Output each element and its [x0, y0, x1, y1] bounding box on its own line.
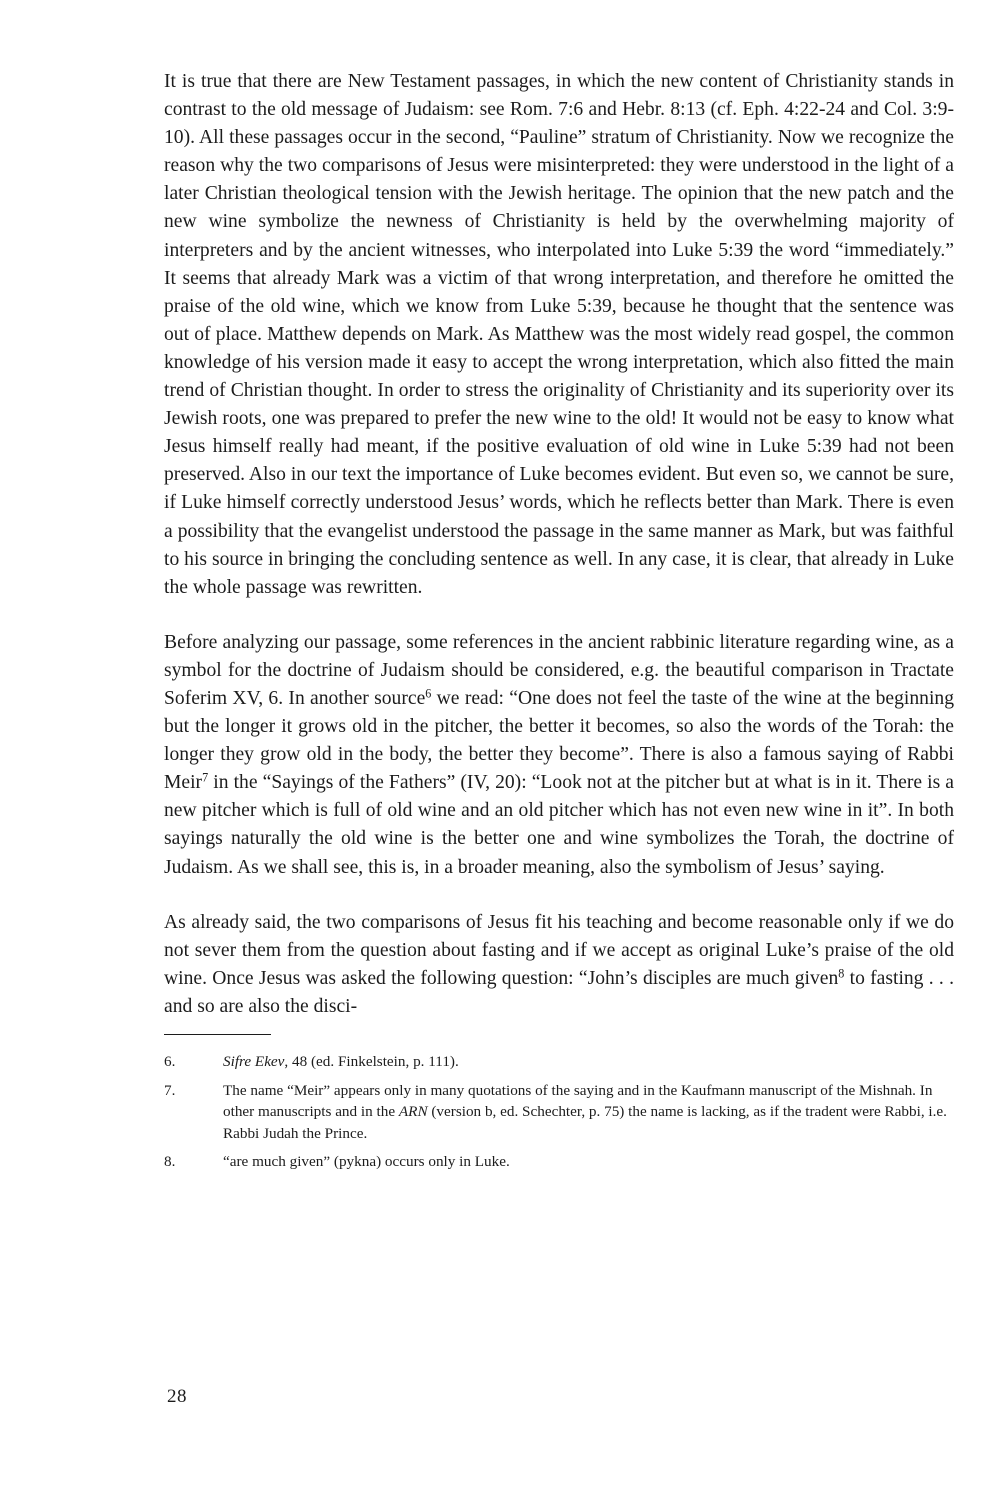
main-text — [164, 68, 954, 1021]
footnote-reference: 6 — [425, 686, 432, 701]
footnote-text — [223, 1151, 954, 1173]
footnote-divider — [164, 1034, 271, 1035]
text-run: “are much given” (pykna) occurs only in Luke. — [223, 1153, 510, 1170]
footnote-number: 8. — [164, 1153, 176, 1170]
footnote-7 — [164, 1080, 954, 1145]
footnote-reference: 8 — [838, 966, 845, 981]
text-run: , 48 (ed. Finkelstein, p. 111). — [284, 1053, 459, 1070]
footnote-number: 6. — [164, 1053, 176, 1070]
text-run: (version b, ed. Schechter, p. 75) the name is lacking, as if the tradent were Rabbi, i.e. Rabbi Judah the Prince. — [223, 1103, 947, 1142]
footnote-6 — [164, 1051, 954, 1073]
text-run: Before analyzing our passage, some references in the ancient rabbinic literature regarding wine, as a symbol for the doctrine of Judaism should be considered, e.g. the beautiful comparison in Tractate Soferim XV, 6. In another source — [164, 631, 954, 709]
text-run: to fasting . . . and so are also the disci- — [164, 967, 954, 1017]
paragraph-2 — [164, 629, 954, 882]
footnotes — [164, 1051, 954, 1173]
footnote-reference: 7 — [202, 770, 209, 785]
footnote-8 — [164, 1151, 954, 1173]
text-run: The name “Meir” appears only in many quotations of the saying and in the Kaufmann manuscript of the Mishnah. In other manuscripts and in the — [223, 1081, 933, 1120]
page-number: 28 — [167, 1386, 187, 1407]
italic-text: ARN — [398, 1103, 428, 1120]
italic-text: Sifre Ekev — [223, 1053, 285, 1070]
text-run: It is true that there are New Testament passages, in which the new content of Christianity stands in contrast to the old message of Judaism: see Rom. 7:6 and Hebr. 8:13 (cf. Eph. 4:22-24 and Col. 3:9-10). All these passages occur in the second, “Pauline” stratum of Christianity. Now we recognize the reason why the two comparisons of Jesus were misinterpreted: they were understood in the light of a later Christian theological tension with the Jewish heritage. The opinion that the new patch and the new wine symbolize the newness of Christianity is held by the overwhelming majority of interpreters and by the ancient witnesses, who interpolated into Luke 5:39 the word “immediately.” It seems that already Mark was a victim of that wrong interpretation, and therefore he omitted the praise of the old wine, which we know from Luke 5:39, because he thought that the sentence was out of place. Matthew depends on Mark. As Matthew was the most widely read gospel, the common knowledge of his version made it easy to accept the wrong interpretation, which also fitted the main trend of Christian thought. In order to stress the originality of Christianity and its superiority over its Jewish roots, one was prepared to prefer the new wine to the old! It would not be easy to know what Jesus himself really had meant, if the positive evaluation of old wine in Luke 5:39 had not been preserved. Also in our text the importance of Luke becomes evident. But even so, we cannot be sure, if Luke himself correctly understood Jesus’ words, which he reflects better than Mark. There is even a possibility that the evangelist understood the passage in the same manner as Mark, but was faithful to his source in bringing the concluding sentence as well. In any case, it is clear, that already in Luke the whole passage was rewritten. — [164, 71, 954, 598]
page-body — [164, 68, 954, 1180]
footnote-text — [223, 1051, 954, 1073]
text-run: in the “Sayings of the Fathers” (IV, 20): “Look not at the pitcher but at what is in it. There is a new pitcher which is full of old wine and an old pitcher which has not even new wine in it”. In both sayings naturally the old wine is the better one and wine symbolizes the Torah, the doctrine of Judaism. As we shall see, this is, in a broader meaning, also the symbolism of Jesus’ saying. — [164, 772, 954, 878]
text-run: As already said, the two comparisons of Jesus fit his teaching and become reasonable only if we do not sever them from the question about fasting and if we accept as original Luke’s praise of the old wine. Once Jesus was asked the following question: “John’s disciples are much given — [164, 911, 954, 989]
text-run: we read: “One does not feel the taste of the wine at the beginning but the longer it grows old in the pitcher, the better it becomes, so also the words of the Torah: the longer they grow old in the body, the better they become”. There is also a famous saying of Rabbi Meir — [164, 687, 954, 794]
footnote-text — [223, 1080, 954, 1145]
footnote-number: 7. — [164, 1081, 176, 1099]
paragraph-3 — [164, 909, 954, 1021]
paragraph-1 — [164, 68, 954, 602]
